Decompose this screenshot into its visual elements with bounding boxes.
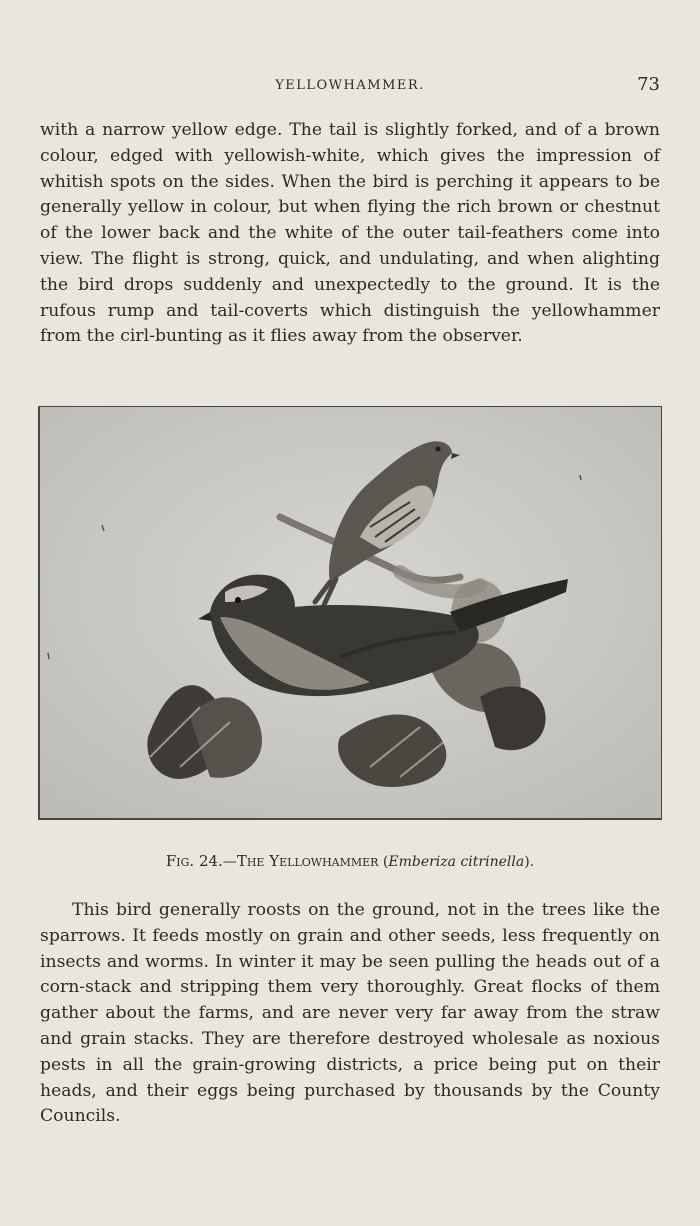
caption-close-paren: ). xyxy=(524,854,535,870)
figure-label: Fig. 24. xyxy=(165,852,223,870)
caption-open-paren: ( xyxy=(378,854,389,870)
figure-caption xyxy=(40,852,660,870)
caption-dash: — xyxy=(222,854,237,870)
figure-title: The Yellowhammer xyxy=(236,852,379,870)
page-header xyxy=(40,74,660,98)
scientific-name: Emberiza citrinella xyxy=(388,854,525,870)
paragraph-1: with a narrow yellow edge. The tail is slightly forked, and of a brown colour, edged with yellowish-white, which gives the impression of whitish spots on the sides. When the bird is perching it appears to be generally yellow in colour, but when flying the rich brown or chestnut of the lower back and the white of the outer tail-feathers come into view. The flight is strong, quick, and undulating, and when alighting the bird drops suddenly and unexpectedly to the ground. It is the rufous rump and tail-coverts which distinguish the yellowhammer from the cirl-bunting as it flies away from the observer. xyxy=(40,120,660,347)
page-number: 73 xyxy=(637,74,660,95)
running-title: YELLOWHAMMER. xyxy=(275,78,425,93)
paragraph-2: This bird generally roosts on the ground, not in the trees like the sparrows. It feeds mostly on grain and other seeds, less frequently on insects and worms. In winter it may be seen pulling the heads out of a corn-stack and stripping them very thoroughly. Great flocks of them gather about the farms, and are never very far away from the straw and grain stacks. They are therefore destroyed wholesale as noxious pests in all the grain-growing districts, a price being put on their heads, and their eggs being purchased by thousands by the County Councils. xyxy=(40,900,660,1127)
figure-illustration xyxy=(38,406,662,820)
yellowhammer-illustration xyxy=(40,407,662,818)
